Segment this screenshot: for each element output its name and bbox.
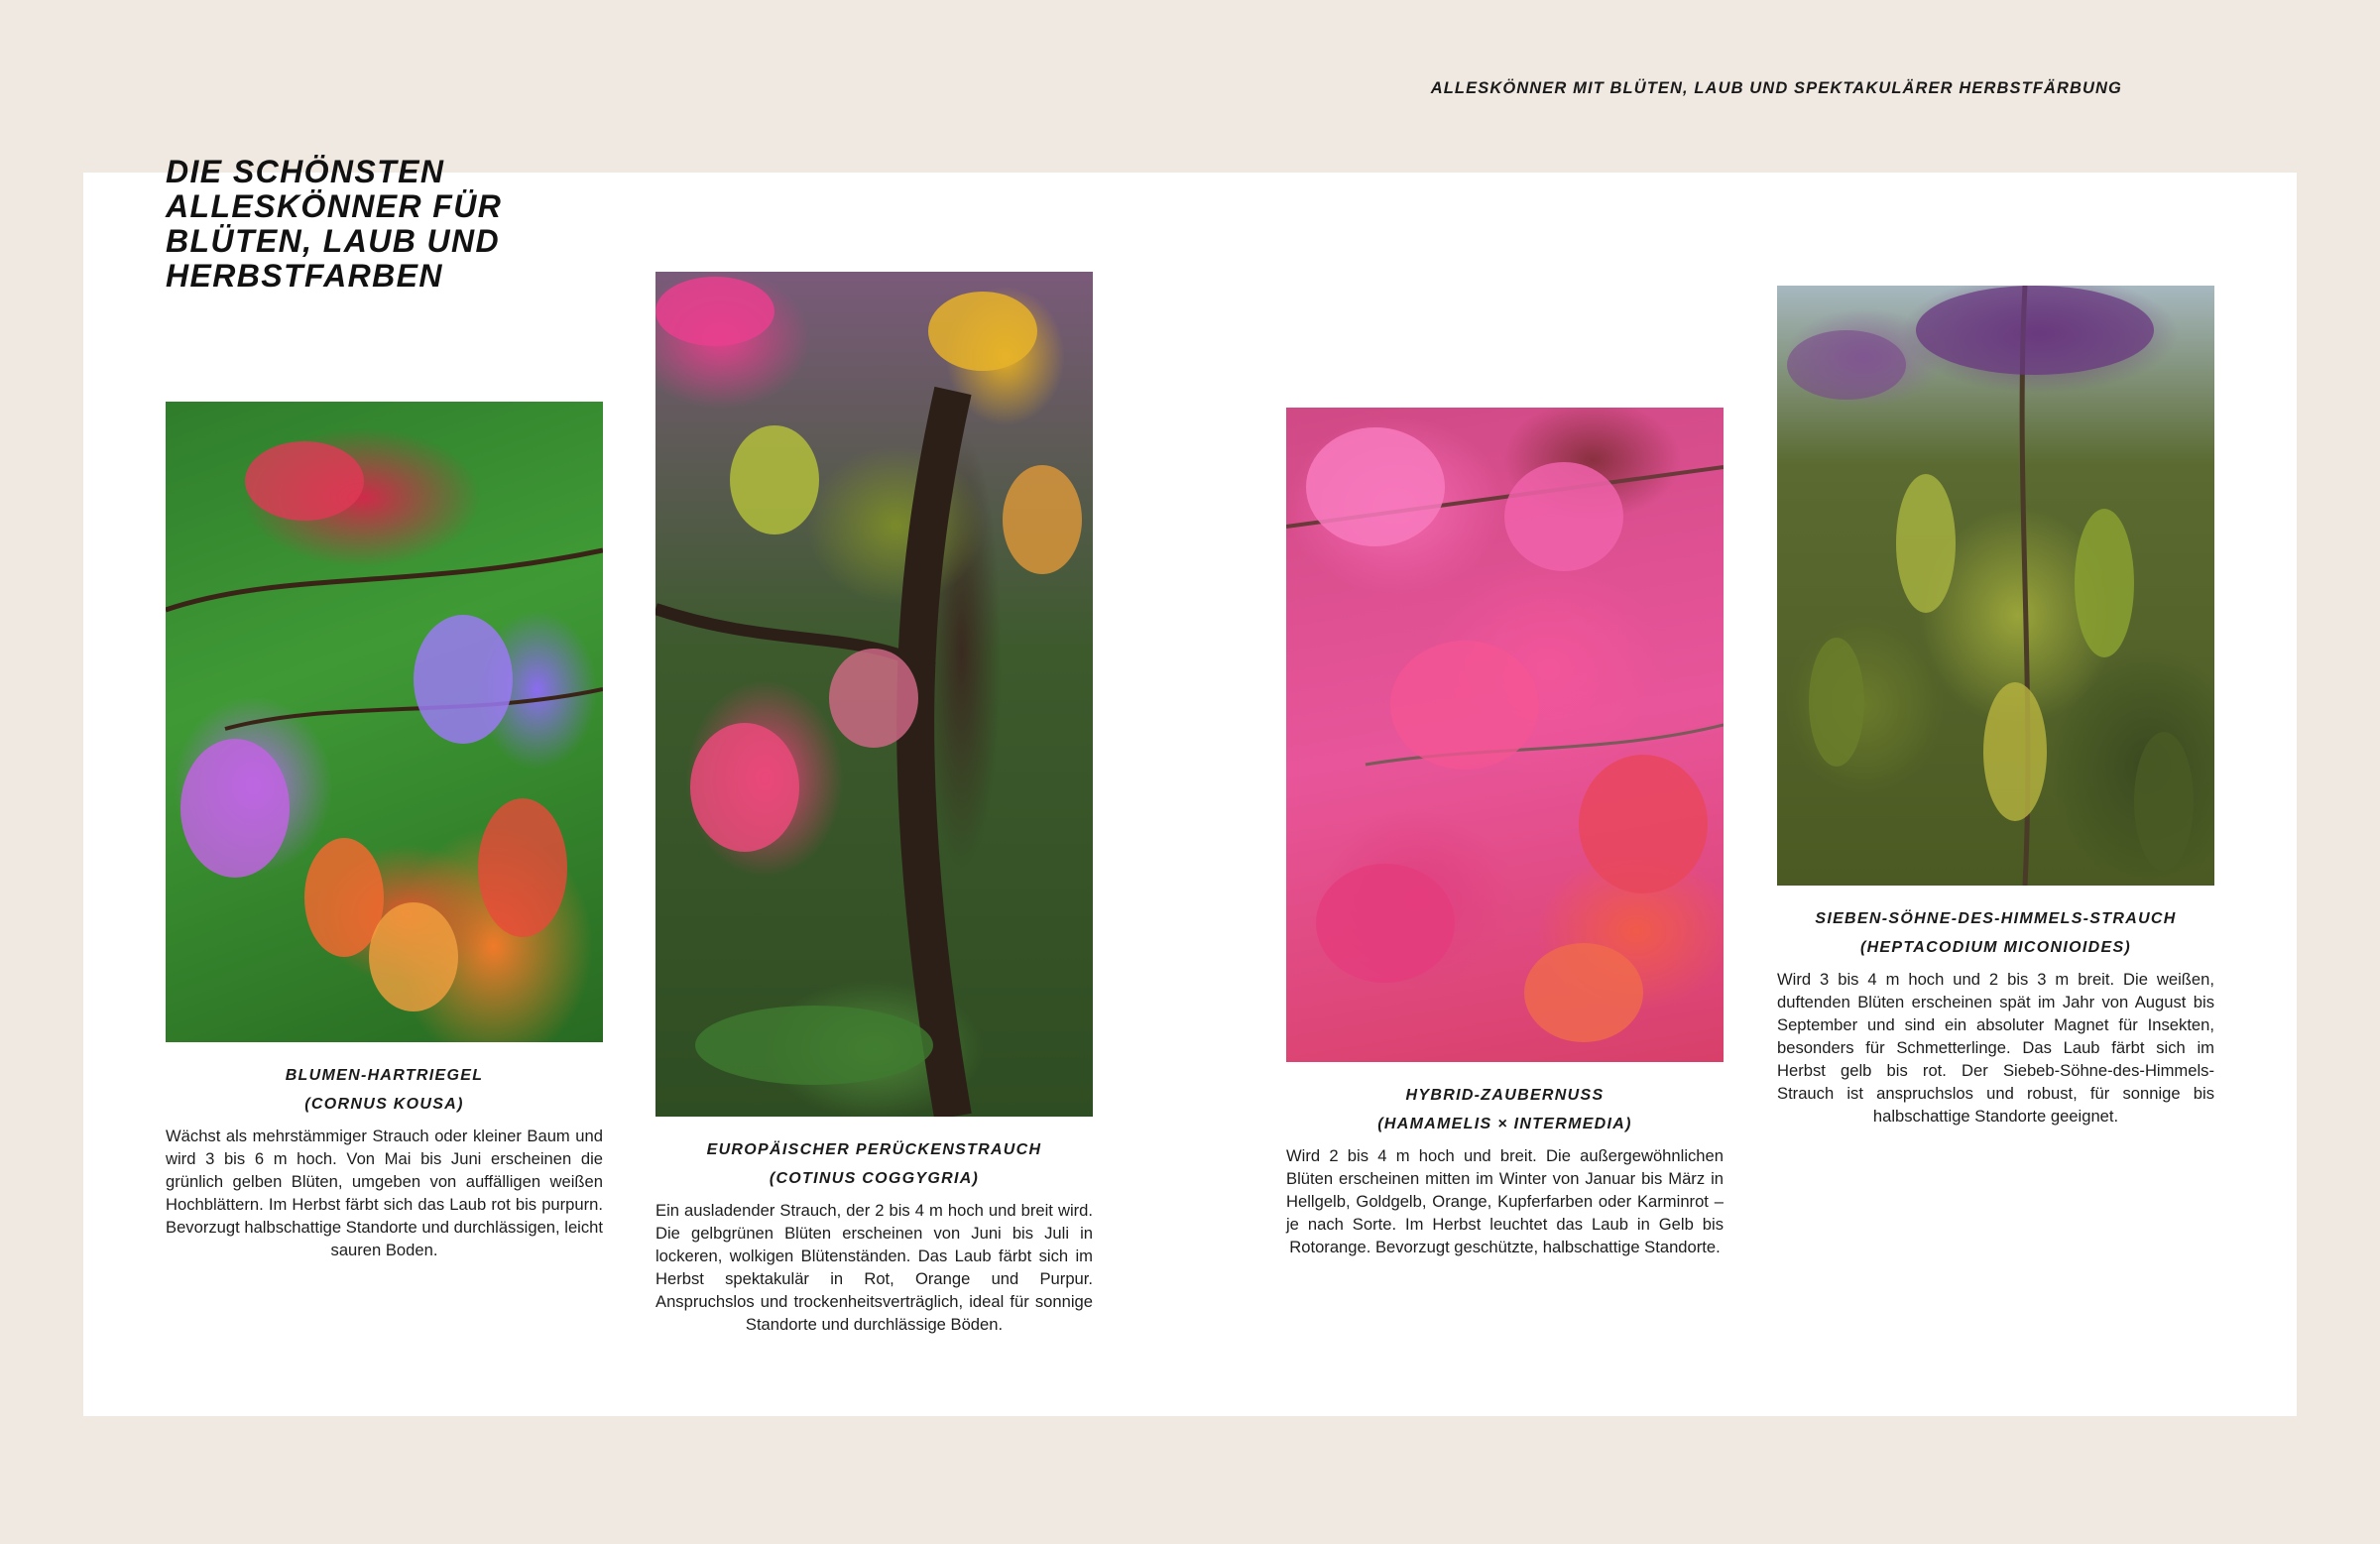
- plant-name: BLUMEN-HARTRIEGEL: [285, 1067, 484, 1084]
- title-line: ALLESKÖNNER FÜR: [166, 188, 503, 224]
- plant-name: EUROPÄISCHER PERÜCKENSTRAUCH: [706, 1141, 1042, 1158]
- photo-cornus-kousa: [166, 402, 603, 1042]
- plant-card-cornus: [166, 402, 603, 1261]
- plant-card-hamamelis: [1286, 408, 1724, 1258]
- plant-latin-name: (HEPTACODIUM MICONIOIDES): [1859, 939, 2132, 956]
- plant-latin-name: (COTINUS COGGYGRIA): [769, 1170, 980, 1187]
- plant-description: Ein ausladender Strauch, der 2 bis 4 m hoch und breit wird. Die gelbgrünen Blüten erscheinen von Juni bis Juli in lockeren, wolkigen Blütenständen. Das Laub färbt sich im Herbst spektakulär in Rot, Orange und Purpur. Anspruchslos und trockenheitsverträglich, ideal für sonnige Standorte und durchlässige Böden.: [655, 1201, 1093, 1334]
- plant-name: SIEBEN-SÖHNE-DES-HIMMELS-STRAUCH: [1815, 910, 2177, 927]
- plant-latin-name: (CORNUS KOUSA): [304, 1096, 464, 1113]
- photo-heptacodium-miconioides: [1777, 286, 2214, 886]
- plant-card-cotinus: [655, 272, 1093, 1336]
- photo-cotinus-coggygria: [655, 272, 1093, 1117]
- title-line: DIE SCHÖNSTEN: [166, 154, 445, 189]
- plant-description: Wird 2 bis 4 m hoch und breit. Die außergewöhnlichen Blüten erscheinen mitten im Winter von Januar bis März in Hellgelb, Goldgelb, Orange, Kupferfarben oder Karminrot – je nach Sorte. Im Herbst leuchtet das Laub in Gelb bis Rotorange. Bevorzugt geschützte, halbschattige Standorte.: [1286, 1146, 1724, 1256]
- plant-latin-name: (HAMAMELIS × INTERMEDIA): [1377, 1116, 1632, 1132]
- plant-card-heptacodium: [1777, 286, 2214, 1128]
- plant-description: Wird 3 bis 4 m hoch und 2 bis 3 m breit. Die weißen, duftenden Blüten erscheinen spät im Jahr von August bis September und sind ein absoluter Magnet für Insekten, besonders für Schmetterlinge. Das Laub färbt sich im Herbst gelb bis rot. Der Siebeb-Söhne-des-Himmels-Strauch ist anspruchslos und robust, für sonnige bis halbschattige Standorte geeignet.: [1777, 970, 2214, 1126]
- running-head: ALLESKÖNNER MIT BLÜTEN, LAUB UND SPEKTAKULÄRER HERBSTFÄRBUNG: [1430, 79, 2122, 97]
- photo-hamamelis-intermedia: [1286, 408, 1724, 1062]
- title-line: HERBSTFARBEN: [166, 258, 443, 294]
- plant-description: Wächst als mehrstämmiger Strauch oder kleiner Baum und wird 3 bis 6 m hoch. Von Mai bis Juni erscheinen die grünlich gelben Blüten, umgeben von auffälligen weißen Hochblättern. Im Herbst färbt sich das Laub rot bis purpurn. Bevorzugt halbschattige Standorte und durchlässigen, leicht sauren Boden.: [166, 1127, 603, 1259]
- title-line: BLÜTEN, LAUB UND: [166, 223, 501, 259]
- page-title: [166, 155, 502, 294]
- plant-name: HYBRID-ZAUBERNUSS: [1405, 1087, 1605, 1104]
